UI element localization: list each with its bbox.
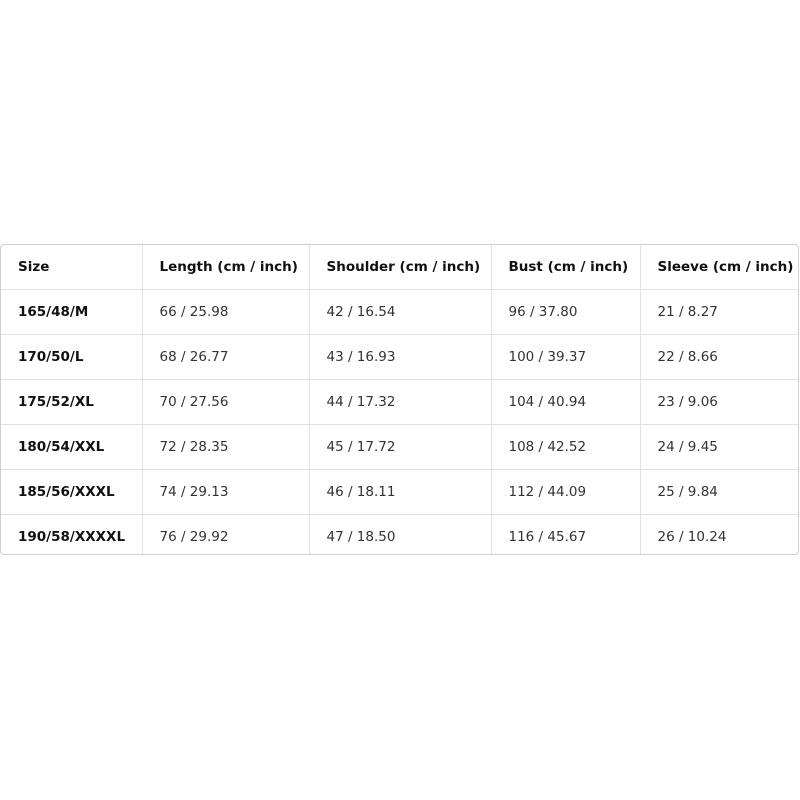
length-cell: 66 / 25.98 — [142, 290, 309, 335]
sleeve-cell: 26 / 10.24 — [657, 529, 727, 545]
bust-cell: 100 / 39.37 — [491, 335, 640, 380]
sleeve-cell: 21 / 8.27 — [640, 290, 799, 335]
shoulder-cell: 45 / 17.72 — [309, 425, 491, 470]
table-row — [1, 335, 799, 380]
shoulder-cell: 43 / 16.93 — [309, 335, 491, 380]
table-row — [1, 425, 799, 470]
header-shoulder: Shoulder (cm / inch) — [309, 245, 491, 290]
table-header-row — [1, 245, 799, 290]
bust-cell: 116 / 45.67 — [491, 515, 640, 556]
length-cell: 74 / 29.13 — [142, 470, 309, 515]
size-cell: 165/48/M — [1, 290, 142, 335]
bust-cell: 96 / 37.80 — [491, 290, 640, 335]
size-cell: 190/58/XXXXL — [1, 515, 142, 556]
sleeve-cell: 24 / 9.45 — [640, 425, 799, 470]
sleeve-cell: 23 / 9.06 — [640, 380, 799, 425]
bust-cell: 112 / 44.09 — [491, 470, 640, 515]
size-table — [1, 245, 799, 555]
header-sleeve: Sleeve (cm / inch) — [640, 245, 799, 290]
shoulder-cell: 46 / 18.11 — [309, 470, 491, 515]
sleeve-cell: 22 / 8.66 — [640, 335, 799, 380]
length-cell: 72 / 28.35 — [142, 425, 309, 470]
table-row — [1, 290, 799, 335]
shoulder-cell: 44 / 17.32 — [309, 380, 491, 425]
header-length: Length (cm / inch) — [142, 245, 309, 290]
size-cell: 185/56/XXXL — [1, 470, 142, 515]
shoulder-cell: 47 / 18.50 — [309, 515, 491, 556]
header-size: Size — [1, 245, 142, 290]
size-cell: 170/50/L — [1, 335, 142, 380]
table-row — [1, 380, 799, 425]
bust-cell: 108 / 42.52 — [491, 425, 640, 470]
length-cell: 68 / 26.77 — [142, 335, 309, 380]
length-cell: 76 / 29.92 — [142, 515, 309, 556]
length-cell: 70 / 27.56 — [142, 380, 309, 425]
table-row — [1, 515, 799, 556]
size-cell: 175/52/XL — [1, 380, 142, 425]
table-row — [1, 470, 799, 515]
size-cell: 180/54/XXL — [1, 425, 142, 470]
bust-cell: 104 / 40.94 — [491, 380, 640, 425]
sleeve-cell: 25 / 9.84 — [640, 470, 799, 515]
size-chart-table — [0, 244, 799, 555]
header-bust: Bust (cm / inch) — [491, 245, 640, 290]
shoulder-cell: 42 / 16.54 — [309, 290, 491, 335]
